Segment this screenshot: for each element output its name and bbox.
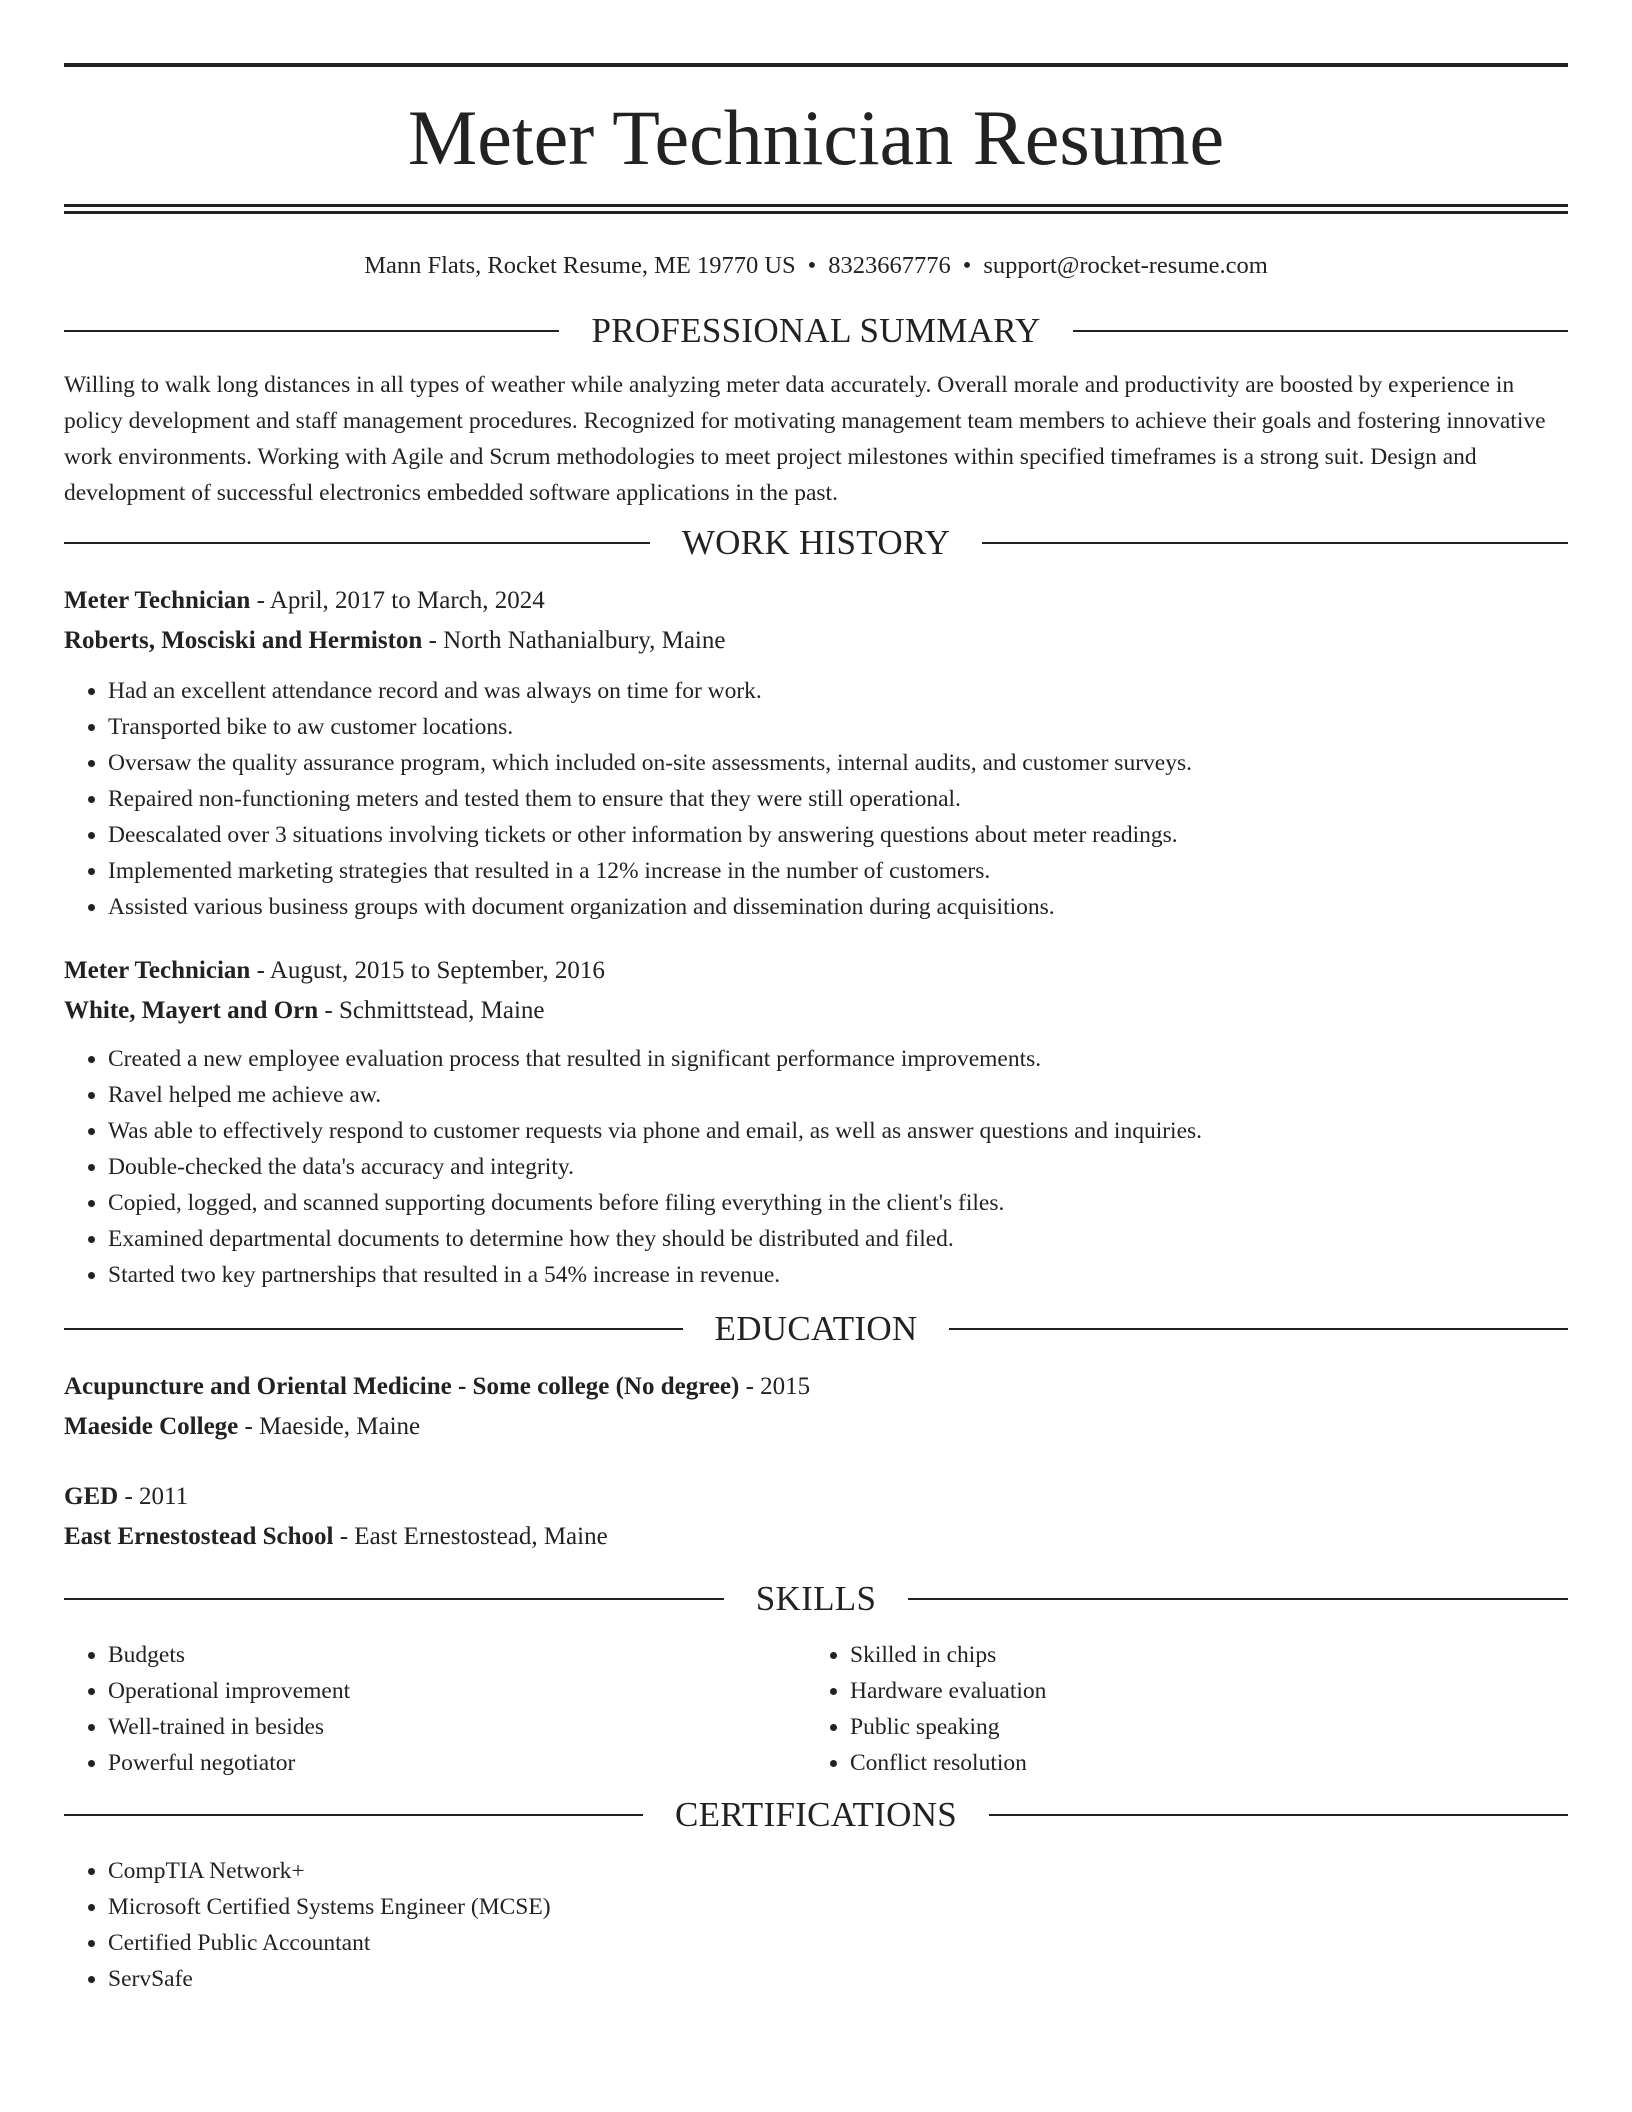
certifications-list <box>64 1853 1568 1997</box>
resume-page <box>64 0 1568 1997</box>
skills-column-left <box>64 1637 806 1781</box>
section-rule-right <box>949 1328 1568 1330</box>
job-title-line <box>64 951 1568 991</box>
title-double-rule <box>64 204 1568 214</box>
list-item: • Deescalated over 3 situations involving tickets or other information by answering questions about meter readings. <box>108 817 1568 853</box>
list-item: • Started two key partnerships that resulted in a 54% increase in revenue. <box>108 1257 1568 1293</box>
job-company: Roberts, Mosciski and Hermiston <box>64 627 423 654</box>
contact-separator: • <box>807 252 817 279</box>
list-item: • Transported bike to aw customer locations. <box>108 709 1568 745</box>
job-company-line <box>64 991 1568 1031</box>
list-item: • Oversaw the quality assurance program, which included on-site assessments, internal audits, and customer surveys. <box>108 745 1568 781</box>
summary-text: Willing to walk long distances in all types of weather while analyzing meter data accurately. Overall morale and productivity are boosted by experience in policy development and staff management procedures. Recognized for motivating management team members to achieve their goals and fostering innovative work environments. Working with Agile and Scrum methodologies to meet project milestones within specified timeframes is a strong suit. Design and development of successful electronics embedded software applications in the past. <box>64 372 1546 506</box>
section-header-certifications <box>64 1793 1568 1837</box>
skills-list <box>64 1637 1568 1781</box>
job-company-line <box>64 621 1568 661</box>
list-item: • Examined departmental documents to determine how they should be distributed and filed. <box>108 1221 1568 1257</box>
education-degree-line <box>64 1477 1568 1517</box>
job-title: Meter Technician <box>64 957 251 984</box>
skills-column-right <box>806 1637 1548 1781</box>
list-item: • Budgets <box>108 1637 806 1673</box>
list-item: • Copied, logged, and scanned supporting documents before filing everything in the client's files. <box>108 1185 1568 1221</box>
section-rule-right <box>908 1598 1568 1600</box>
section-title-certifications: CERTIFICATIONS <box>674 1795 958 1834</box>
job-title: Meter Technician <box>64 587 251 614</box>
list-item: • Powerful negotiator <box>108 1745 806 1781</box>
list-item: • Skilled in chips <box>850 1637 1548 1673</box>
list-item: • ServSafe <box>108 1961 1568 1997</box>
section-header-work <box>64 521 1568 565</box>
section-rule-right <box>982 542 1568 544</box>
job-entry <box>64 951 1568 1293</box>
section-title-work: WORK HISTORY <box>681 523 951 562</box>
contact-phone: 8323667776 <box>828 252 951 279</box>
section-title-summary: PROFESSIONAL SUMMARY <box>591 311 1041 350</box>
section-rule-right <box>989 1814 1568 1816</box>
contact-separator: • <box>962 252 972 279</box>
job-dates: - April, 2017 to March, 2024 <box>250 587 545 614</box>
list-item: • Certified Public Accountant <box>108 1925 1568 1961</box>
list-item: • Operational improvement <box>108 1673 806 1709</box>
list-item: • Implemented marketing strategies that resulted in a 12% increase in the number of customers. <box>108 853 1568 889</box>
section-rule-left <box>64 1598 724 1600</box>
list-item: • Hardware evaluation <box>850 1673 1548 1709</box>
list-item: • Public speaking <box>850 1709 1548 1745</box>
list-item: • Conflict resolution <box>850 1745 1548 1781</box>
job-entry <box>64 581 1568 925</box>
section-rule-left <box>64 1814 643 1816</box>
education-degree: Acupuncture and Oriental Medicine - Some college (No degree) <box>64 1373 740 1400</box>
section-rule-left <box>64 1328 683 1330</box>
job-location: - North Nathanialbury, Maine <box>422 627 726 654</box>
section-header-summary <box>64 309 1568 353</box>
education-school-line <box>64 1407 1568 1447</box>
job-bullets <box>64 673 1568 925</box>
job-location: - Schmittstead, Maine <box>318 997 545 1024</box>
job-bullets <box>64 1041 1568 1293</box>
list-item: • Was able to effectively respond to customer requests via phone and email, as well as answer questions and inquiries. <box>108 1113 1568 1149</box>
list-item: • Microsoft Certified Systems Engineer (MCSE) <box>108 1889 1568 1925</box>
contact-address: Mann Flats, Rocket Resume, ME 19770 US <box>364 252 796 279</box>
education-year: - 2015 <box>739 1373 811 1400</box>
list-item: • Double-checked the data's accuracy and integrity. <box>108 1149 1568 1185</box>
education-school-line <box>64 1517 1568 1557</box>
list-item: • CompTIA Network+ <box>108 1853 1568 1889</box>
job-company: White, Mayert and Orn <box>64 997 319 1024</box>
section-header-education <box>64 1307 1568 1351</box>
education-location: - Maeside, Maine <box>238 1413 421 1440</box>
skills-bullets <box>806 1637 1548 1781</box>
education-entry <box>64 1367 1568 1447</box>
job-dates: - August, 2015 to September, 2016 <box>250 957 605 984</box>
section-title-education: EDUCATION <box>714 1309 918 1348</box>
resume-title: Meter Technician Resume <box>407 94 1225 181</box>
education-school: Maeside College <box>64 1413 239 1440</box>
list-item: • Well-trained in besides <box>108 1709 806 1745</box>
section-title-skills: SKILLS <box>755 1579 877 1618</box>
list-item: • Assisted various business groups with document organization and dissemination during acquisitions. <box>108 889 1568 925</box>
top-rule <box>64 63 1568 67</box>
list-item: • Ravel helped me achieve aw. <box>108 1077 1568 1113</box>
list-item: • Had an excellent attendance record and was always on time for work. <box>108 673 1568 709</box>
section-rule-left <box>64 542 650 544</box>
skills-bullets <box>64 1637 806 1781</box>
education-location: - East Ernestostead, Maine <box>333 1523 608 1550</box>
education-degree-line <box>64 1367 1568 1407</box>
job-title-line <box>64 581 1568 621</box>
education-year: - 2011 <box>118 1483 189 1510</box>
list-item: • Repaired non-functioning meters and tested them to ensure that they were still operational. <box>108 781 1568 817</box>
section-rule-right <box>1073 330 1568 332</box>
list-item: • Created a new employee evaluation process that resulted in significant performance improvements. <box>108 1041 1568 1077</box>
contact-line <box>64 249 1568 283</box>
section-rule-left <box>64 330 559 332</box>
contact-email: support@rocket-resume.com <box>983 252 1268 279</box>
education-entry <box>64 1477 1568 1557</box>
section-header-skills <box>64 1577 1568 1621</box>
education-school: East Ernestostead School <box>64 1523 334 1550</box>
education-degree: GED <box>64 1483 119 1510</box>
